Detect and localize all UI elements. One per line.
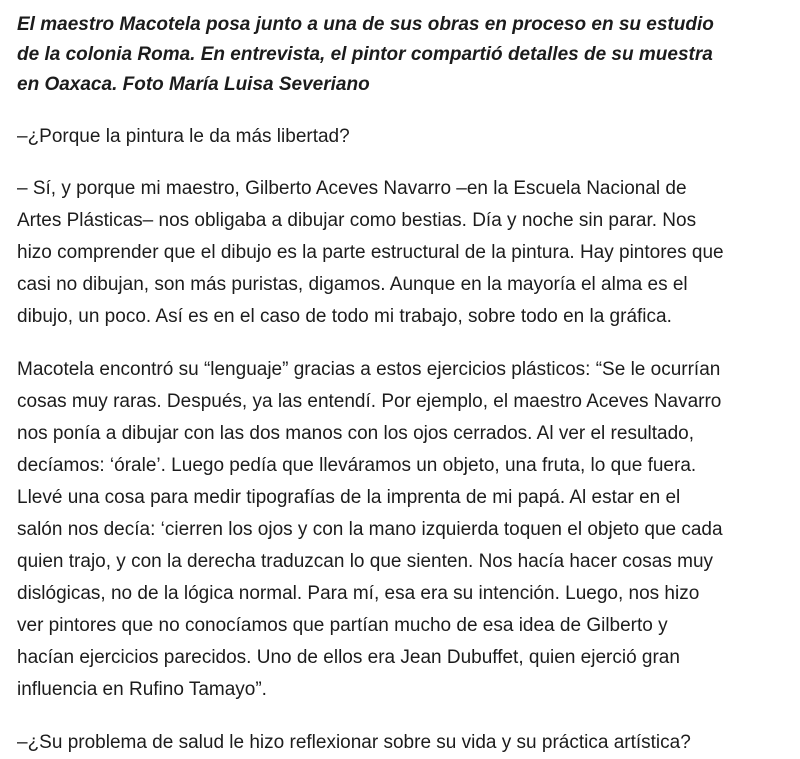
paragraph-line: ver pintores que no conocíamos que partían mucho de esa idea de Gilberto y [17, 615, 668, 636]
caption-line: El maestro Macotela posa junto a una de sus obras en proceso en su estudio [17, 14, 714, 35]
paragraph-line: cosas muy raras. Después, ya las entendí. Por ejemplo, el maestro Aceves Navarro [17, 391, 722, 412]
paragraph-line: influencia en Rufino Tamayo”. [17, 679, 267, 700]
paragraph-line: –¿Su problema de salud le hizo reflexionar sobre su vida y su práctica artística? [17, 732, 691, 753]
paragraph-line: Llevé una cosa para medir tipografías de la imprenta de mi papá. Al estar en el [17, 487, 681, 508]
paragraph-line: Artes Plásticas– nos obligaba a dibujar como bestias. Día y noche sin parar. Nos [17, 210, 697, 231]
paragraph-line: decíamos: ‘órale’. Luego pedía que lleváramos un objeto, una fruta, lo que fuera. [17, 455, 697, 476]
interview-question-1 [17, 121, 782, 153]
paragraph-line: casi no dibujan, son más puristas, digamos. Aunque en la mayoría el alma es el [17, 274, 688, 295]
paragraph-line: – Sí, y porque mi maestro, Gilberto Aceves Navarro –en la Escuela Nacional de [17, 178, 687, 199]
paragraph-line: dibujo, un poco. Así es en el caso de todo mi trabajo, sobre todo en la gráfica. [17, 306, 672, 327]
narrative-paragraph [17, 354, 782, 706]
caption-line: de la colonia Roma. En entrevista, el pintor compartió detalles de su muestra [17, 44, 713, 65]
paragraph-line: Macotela encontró su “lenguaje” gracias a estos ejercicios plásticos: “Se le ocurrían [17, 359, 721, 380]
interview-question-2 [17, 727, 782, 759]
caption-line: en Oaxaca. Foto María Luisa Severiano [17, 74, 370, 95]
paragraph-line: salón nos decía: ‘cierren los ojos y con la mano izquierda toquen el objeto que cada [17, 519, 723, 540]
paragraph-line: hizo comprender que el dibujo es la parte estructural de la pintura. Hay pintores que [17, 242, 724, 263]
interview-answer-1 [17, 173, 782, 333]
paragraph-line: hacían ejercicios parecidos. Uno de ellos era Jean Dubuffet, quien ejerció gran [17, 647, 680, 668]
photo-caption [17, 10, 782, 100]
paragraph-line: dislógicas, no de la lógica normal. Para mí, esa era su intención. Luego, nos hizo [17, 583, 700, 604]
paragraph-line: quien trajo, y con la derecha traduzcan lo que sienten. Nos hacía hacer cosas muy [17, 551, 714, 572]
paragraph-line: nos ponía a dibujar con las dos manos con los ojos cerrados. Al ver el resultado, [17, 423, 694, 444]
paragraph-line: –¿Porque la pintura le da más libertad? [17, 126, 350, 147]
